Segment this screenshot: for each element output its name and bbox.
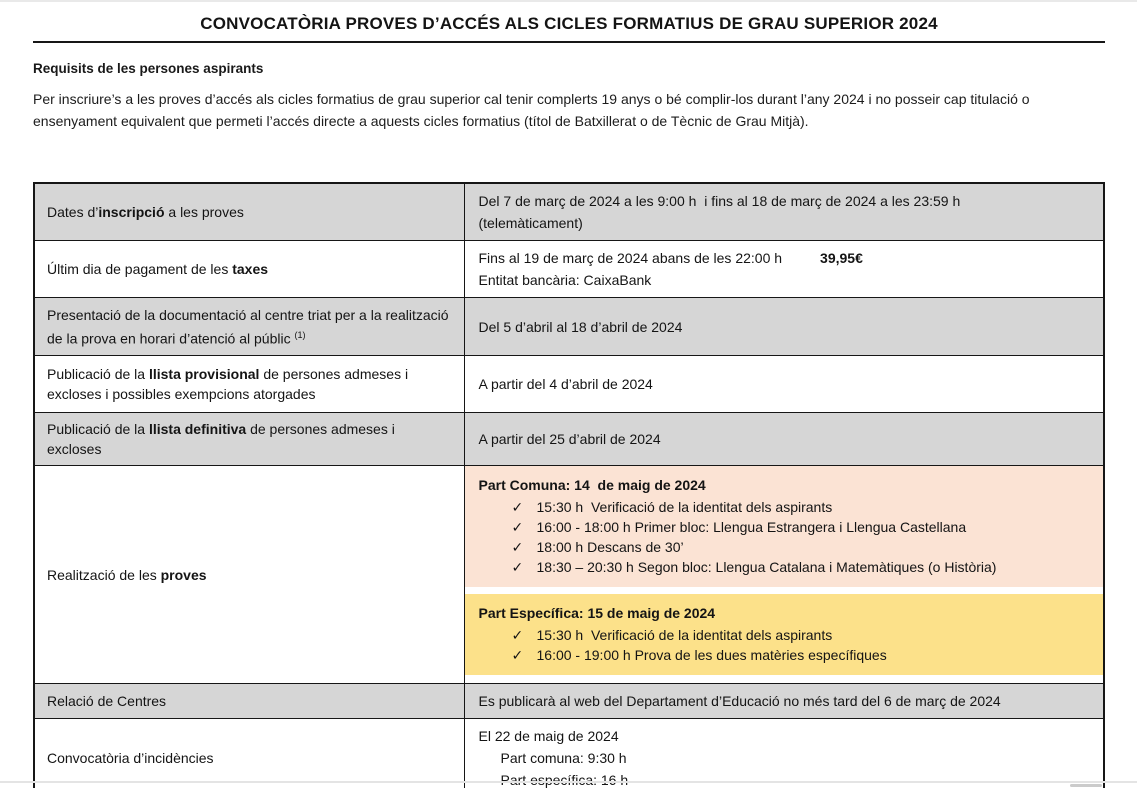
value-line: Del 5 d’abril al 18 d’abril de 2024 — [478, 318, 683, 335]
schedule-item-text: 18:30 – 20:30 h Segon bloc: Llengua Catalana i Matemàtiques (o Història) — [536, 559, 997, 575]
schedule-item — [479, 517, 1090, 537]
part-especifica-block — [465, 594, 1104, 675]
row-label — [34, 241, 464, 298]
row-value — [464, 684, 1104, 719]
row-label — [34, 413, 464, 466]
row-label — [34, 466, 464, 684]
check-icon: ✓ — [511, 647, 524, 663]
row-label — [34, 356, 464, 413]
row-value — [464, 241, 1104, 298]
row-label-text: Relació de Centres — [47, 693, 167, 709]
schedule-item — [479, 557, 1090, 577]
row-label-text: a les proves — [164, 204, 244, 220]
row-label — [34, 719, 464, 788]
table-row-llista-definitiva — [34, 413, 1104, 466]
table-row-inscripcio — [34, 183, 1104, 241]
value-line: Part comuna: 9:30 h — [500, 750, 627, 767]
value-line: A partir del 4 d’abril de 2024 — [478, 376, 653, 392]
part-comuna-header: Part Comuna: 14 de maig de 2024 — [478, 477, 706, 493]
row-value — [464, 719, 1104, 788]
schedule-item — [479, 645, 1090, 665]
row-label-bold: proves — [160, 566, 207, 583]
page-bottom-edge — [0, 781, 1137, 783]
page-edge-shadow — [1070, 784, 1102, 787]
row-value — [464, 466, 1104, 684]
check-icon: ✓ — [511, 539, 524, 555]
row-label-text: Publicació de la — [47, 421, 149, 437]
row-label-text: Últim dia de pagament de les — [47, 261, 233, 277]
row-value — [464, 183, 1104, 241]
row-label-text: Convocatòria d’incidències — [47, 750, 214, 767]
value-line: Del 7 de març de 2024 a les 9:00 h i fins al 18 de març de 2024 a les 23:59 h — [478, 193, 961, 209]
check-icon: ✓ — [511, 499, 524, 515]
check-icon: ✓ — [511, 627, 524, 643]
row-label-text: de persones admeses i excloses — [47, 421, 399, 457]
section-heading: Requisits de les persones aspirants — [33, 61, 264, 76]
check-icon: ✓ — [511, 559, 524, 575]
row-value — [464, 298, 1104, 356]
row-label-text: Dates d’ — [47, 204, 99, 220]
intro-paragraph: Per inscriure’s a les proves d’accés als cicles formatius de grau superior cal tenir complerts 19 anys o bé complir-los durant l’any 2024 i no posseir cap titulació o ensenyament equivalent que permeti l’accés directe a aquests cicles formatius (títol de Batxillerat o de Tècnic de Grau Mitjà). — [33, 91, 1034, 129]
table-row-documentacio — [34, 298, 1104, 356]
part-comuna-block — [465, 466, 1104, 587]
schedule-item — [479, 497, 1090, 517]
table-row-proves — [34, 466, 1104, 684]
row-label-text: de persones admeses i excloses i possibles exempcions atorgades — [47, 366, 412, 402]
row-value — [464, 413, 1104, 466]
value-line: El 22 de maig de 2024 — [478, 728, 619, 745]
part-especifica-header: Part Específica: 15 de maig de 2024 — [478, 605, 716, 621]
value-line: (telemàticament) — [478, 215, 583, 231]
row-label — [34, 298, 464, 356]
table-row-taxes — [34, 241, 1104, 298]
page-title: CONVOCATÒRIA PROVES D’ACCÉS ALS CICLES FORMATIUS DE GRAU SUPERIOR 2024 — [200, 14, 938, 33]
row-label-text: Publicació de la — [47, 366, 149, 382]
schedule-item — [479, 625, 1090, 645]
row-label — [34, 183, 464, 241]
row-label — [34, 684, 464, 719]
fee-amount: 39,95€ — [820, 250, 863, 266]
schedule-table — [33, 182, 1105, 788]
schedule-item — [479, 537, 1090, 557]
schedule-item-text: 16:00 - 18:00 h Primer bloc: Llengua Estrangera i Llengua Castellana — [536, 519, 967, 535]
schedule-item-text: 18:00 h Descans de 30’ — [536, 539, 684, 555]
row-label-bold: inscripció — [98, 204, 165, 220]
row-label-bold: llista provisional — [148, 366, 260, 382]
schedule-item-text: 15:30 h Verificació de la identitat dels aspirants — [536, 627, 833, 643]
row-value — [464, 356, 1104, 413]
table-row-relacio-centres — [34, 684, 1104, 719]
table-row-incidencies — [34, 719, 1104, 788]
payment-deadline-text: Fins al 19 de març de 2024 abans de les 22:00 h — [478, 250, 783, 266]
value-line: Es publicarà al web del Departament d’Educació no més tard del 6 de març de 2024 — [478, 693, 1001, 709]
table-row-llista-provisional — [34, 356, 1104, 413]
row-label-bold: llista definitiva — [148, 421, 247, 437]
bank-entity-text: Entitat bancària: CaixaBank — [478, 272, 652, 288]
schedule-item-text: 16:00 - 19:00 h Prova de les dues matèries específiques — [536, 647, 887, 663]
row-label-bold: taxes — [232, 261, 269, 277]
schedule-item-text: 15:30 h Verificació de la identitat dels aspirants — [536, 499, 833, 515]
value-line — [479, 769, 1090, 788]
footnote-superscript: (1) — [294, 329, 306, 340]
check-icon: ✓ — [511, 519, 524, 535]
title-block — [33, 14, 1105, 43]
page-top-edge — [0, 0, 1137, 2]
value-line — [479, 247, 1090, 269]
row-label-text: Realització de les — [47, 566, 161, 583]
value-line: A partir del 25 d’abril de 2024 — [478, 431, 661, 447]
row-label-text: Presentació de la documentació al centre triat per a la realització de la prova en horari d’atenció al públic — [47, 306, 453, 347]
